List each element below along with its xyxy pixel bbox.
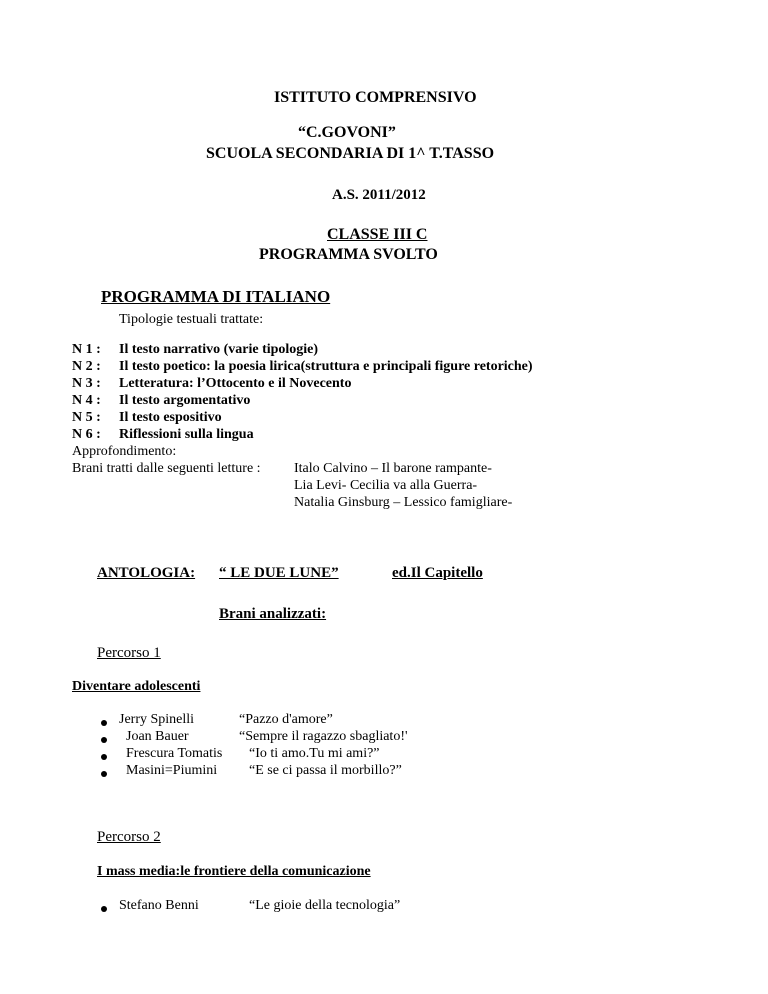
class-label: CLASSE III C bbox=[327, 226, 428, 243]
bullet-icon bbox=[101, 771, 107, 777]
list-item-author: Stefano Benni bbox=[119, 898, 199, 913]
list-item-number: N 2 : bbox=[72, 359, 101, 374]
list-item-author: Joan Bauer bbox=[126, 729, 189, 744]
approfondimento-intro: Brani tratti dalle seguenti letture : bbox=[72, 461, 261, 476]
school-secondary: SCUOLA SECONDARIA DI 1^ T.TASSO bbox=[206, 145, 495, 162]
bullet-icon bbox=[101, 737, 107, 743]
list-item-text: Riflessioni sulla lingua bbox=[119, 427, 254, 442]
list-item-text: Il testo narrativo (varie tipologie) bbox=[119, 342, 319, 357]
reading-item: Natalia Ginsburg – Lessico famigliare- bbox=[294, 495, 513, 510]
bullet-icon bbox=[101, 754, 107, 760]
percorso-1-label: Percorso 1 bbox=[97, 645, 161, 661]
antologia-label: ANTOLOGIA: bbox=[97, 565, 196, 581]
section-title: PROGRAMMA DI ITALIANO bbox=[101, 287, 331, 306]
program-label: PROGRAMMA SVOLTO bbox=[259, 246, 438, 263]
antologia-editor: ed.Il Capitello bbox=[392, 565, 483, 581]
percorso-2-title: I mass media:le frontiere della comunicazione bbox=[97, 864, 371, 879]
list-item-author: Jerry Spinelli bbox=[119, 712, 195, 727]
list-item-number: N 1 : bbox=[72, 342, 101, 357]
list-item-number: N 6 : bbox=[72, 427, 101, 442]
percorso-1-title: Diventare adolescenti bbox=[72, 679, 201, 694]
list-item-work: “Io ti amo.Tu mi ami?” bbox=[249, 746, 380, 761]
list-item-text: Il testo argomentativo bbox=[119, 393, 251, 408]
list-item-work: “Le gioie della tecnologia” bbox=[249, 898, 401, 913]
antologia-title: “ LE DUE LUNE” bbox=[219, 565, 339, 581]
list-item-text: Il testo espositivo bbox=[119, 410, 222, 425]
list-item-work: “Sempre il ragazzo sbagliato!' bbox=[239, 729, 408, 744]
approfondimento-label: Approfondimento: bbox=[72, 444, 177, 459]
percorso-2-label: Percorso 2 bbox=[97, 829, 161, 845]
list-item-number: N 3 : bbox=[72, 376, 101, 391]
list-item-number: N 4 : bbox=[72, 393, 101, 408]
tipologie-label: Tipologie testuali trattate: bbox=[119, 312, 264, 327]
bullet-icon bbox=[101, 906, 107, 912]
list-item-work: “Pazzo d'amore” bbox=[239, 712, 333, 727]
list-item-number: N 5 : bbox=[72, 410, 101, 425]
list-item-author: Frescura Tomatis bbox=[126, 746, 223, 761]
reading-item: Lia Levi- Cecilia va alla Guerra- bbox=[294, 478, 478, 493]
list-item-text: Letteratura: l’Ottocento e il Novecento bbox=[119, 376, 352, 391]
list-item-text: Il testo poetico: la poesia lirica(struttura e principali figure retoriche) bbox=[119, 359, 533, 374]
list-item-author: Masini=Piumini bbox=[126, 763, 218, 778]
list-item-work: “E se ci passa il morbillo?” bbox=[249, 763, 402, 778]
bullet-icon bbox=[101, 720, 107, 726]
school-title: ISTITUTO COMPRENSIVO bbox=[274, 89, 477, 106]
brani-label: Brani analizzati: bbox=[219, 606, 327, 622]
school-name: “C.GOVONI” bbox=[298, 124, 396, 141]
school-year: A.S. 2011/2012 bbox=[332, 187, 426, 203]
reading-item: Italo Calvino – Il barone rampante- bbox=[294, 461, 492, 476]
